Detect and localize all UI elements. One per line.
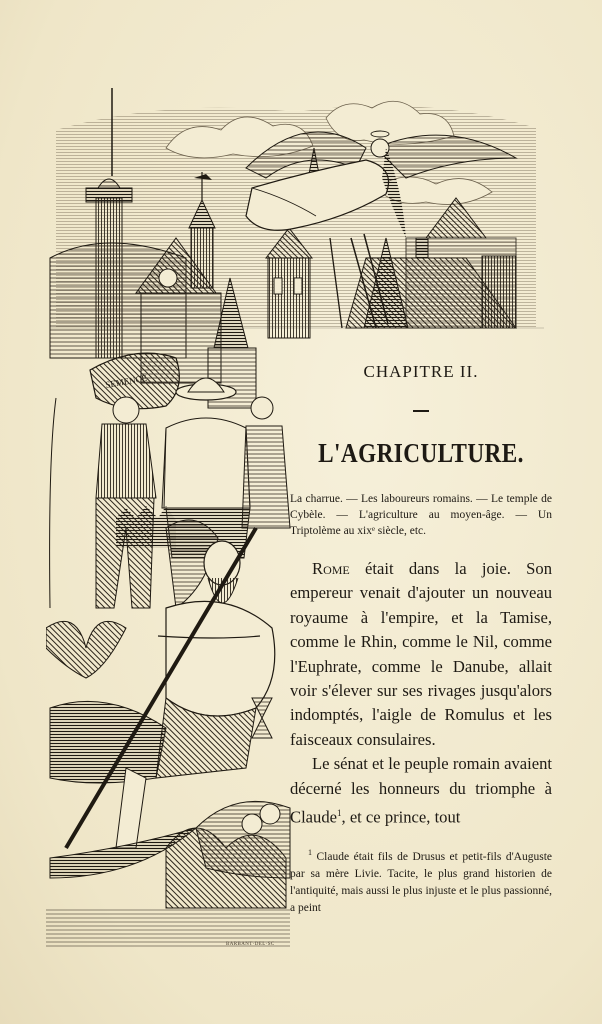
engraver-signature: BARBANT·DEL·SC	[226, 942, 275, 947]
chapter-title: L'AGRICULTURE.	[318, 438, 524, 468]
sack-label: SEMENCE	[104, 372, 148, 390]
paragraph-1	[290, 557, 552, 752]
body-text	[290, 557, 552, 830]
paragraph-2-end: , et ce prince, tout	[341, 807, 461, 827]
chapter-summary: La charrue. — Les laboureurs romains. — Le temple de Cybèle. — L'agriculture au moyen-âge. — Un Triptolème au xixᵉ siècle, etc.	[290, 493, 552, 537]
footnote-text: Claude était fils de Drusus et petit-fils d'Auguste par sa mère Livie. Tacite, le plus grand historien de l'antiquité, mais aussi le plus injuste et le plus passionné, a peint	[290, 850, 552, 914]
text-column	[290, 330, 552, 917]
footnote-marker: 1	[308, 848, 312, 857]
paragraph-2-text: Le sénat et le peuple romain avaient décerné les honneurs du triomphe à Claude	[290, 754, 552, 827]
lead-word: Rome	[312, 559, 350, 578]
paragraph-1-text: était dans la joie. Son empereur venait d'ajouter un nouveau royaume à l'empire, et la Tamise, comme le Rhin, comme le Nil, comme l'Euphrate, comme le Danube, allait voir s'élever sur ses rivages jusqu'alors indomptés, l'aigle de Romulus et les faisceaux consulaires.	[290, 559, 552, 749]
footnote	[290, 844, 552, 917]
chapter-divider	[413, 410, 429, 412]
paragraph-2	[290, 752, 552, 830]
chapter-number: CHAPITRE II.	[363, 362, 479, 381]
footnote-ref: 1	[337, 808, 342, 819]
sower-with-sack	[50, 353, 180, 608]
